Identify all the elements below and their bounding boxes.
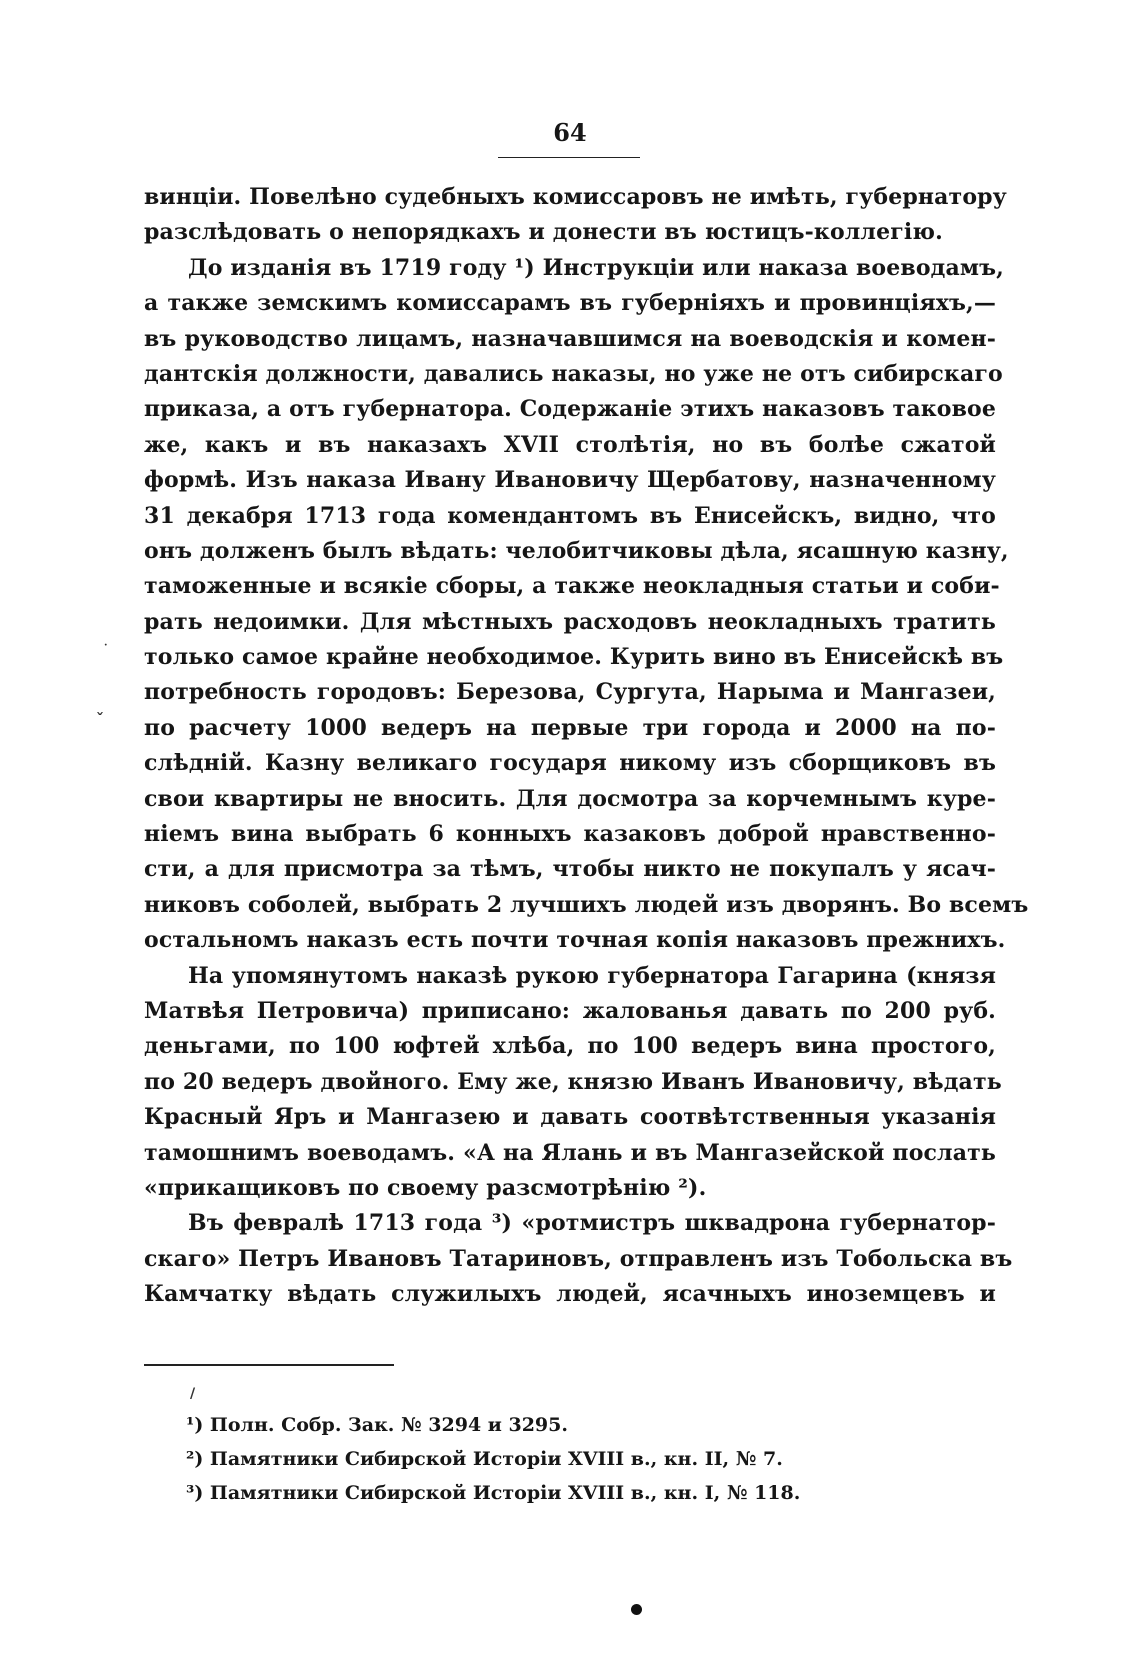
page-number: 64 — [553, 118, 587, 147]
text-line: свои квартиры не вносить. Для досмотра за корчемнымъ куре- — [144, 785, 996, 812]
text-line: тамошнимъ воеводамъ. «А на Ялань и въ Мангазейской послать — [144, 1139, 996, 1166]
text-line: разслѣдовать о непорядкахъ и донести въ юстицъ-коллегію. — [144, 219, 943, 246]
text-line: Камчатку вѣдать служилыхъ людей, ясачныхъ иноземцевъ и — [144, 1281, 996, 1308]
text-line: формѣ. Изъ наказа Ивану Ивановичу Щербатову, назначенному — [144, 467, 996, 494]
body-text — [144, 180, 1029, 1313]
stray-mark: / — [190, 1386, 196, 1402]
page-number-rule — [498, 157, 640, 158]
text-line: деньгами, по 100 юфтей хлѣба, по 100 ведеръ вина простого, — [144, 1033, 996, 1060]
text-line: «прикащиковъ по своему разсмотрѣнію ²). — [144, 1174, 707, 1201]
text-line: рать недоимки. Для мѣстныхъ расходовъ неокладныхъ тратить — [144, 608, 996, 635]
text-line: Красный Яръ и Мангазею и давать соотвѣтственныя указанія — [144, 1104, 996, 1131]
text-line: ніемъ вина выбрать 6 конныхъ казаковъ доброй нравственно- — [144, 821, 996, 848]
stray-mark: ˯ — [96, 696, 104, 715]
text-line: скаго» Петръ Ивановъ Татариновъ, отправленъ изъ Тобольска въ — [144, 1245, 1013, 1272]
footnotes — [186, 1408, 886, 1510]
text-line: Матвѣя Петровича) приписано: жалованья давать по 200 руб. — [144, 997, 996, 1024]
text-line: До изданія въ 1719 году ¹) Инструкціи или наказа воеводамъ, — [188, 254, 1004, 281]
text-line: приказа, а отъ губернатора. Содержаніе этихъ наказовъ таковое — [144, 396, 996, 423]
text-line: онъ долженъ былъ вѣдать: челобитчиковы дѣла, ясашную казну, — [144, 537, 1009, 564]
text-line: остальномъ наказъ есть почти точная копія наказовъ прежнихъ. — [144, 927, 1006, 954]
footnote: ²) Памятники Сибирской Исторіи XVIII в., кн. II, № 7. — [186, 1448, 783, 1470]
text-line: винціи. Повелѣно судебныхъ комиссаровъ не имѣть, губернатору — [144, 184, 1007, 210]
text-line: На упомянутомъ наказѣ рукою губернатора Гагарина (князя — [188, 962, 996, 989]
text-line: по расчету 1000 ведеръ на первые три города и 2000 на по- — [144, 714, 996, 741]
text-line: же, какъ и въ наказахъ XVII столѣтія, но въ болѣе сжатой — [144, 431, 996, 458]
text-line: дантскія должности, давались наказы, но уже не отъ сибирскаго — [144, 360, 1003, 387]
footnote-rule — [144, 1364, 394, 1366]
text-line: Въ февралѣ 1713 года ³) «ротмистръ шквадрона губернатор- — [188, 1210, 996, 1237]
text-line: никовъ соболей, выбрать 2 лучшихъ людей изъ дворянъ. Во всемъ — [144, 891, 1029, 918]
text-line: только самое крайне необходимое. Курить вино въ Енисейскѣ въ — [144, 644, 1004, 671]
text-line: сти, а для присмотра за тѣмъ, чтобы никто не покупалъ у ясач- — [144, 856, 996, 883]
text-line: потребность городовъ: Березова, Сургута, Нарыма и Мангазеи, — [144, 679, 996, 706]
footnote: ³) Памятники Сибирской Исторіи XVIII в., кн. I, № 118. — [186, 1482, 801, 1504]
footnote: ¹) Полн. Собр. Зак. № 3294 и 3295. — [186, 1414, 568, 1436]
text-line: по 20 ведеръ двойного. Ему же, князю Иванъ Ивановичу, вѣдать — [144, 1068, 1002, 1095]
text-line: таможенные и всякіе сборы, а также неокладныя статьи и соби- — [144, 573, 1000, 600]
text-line: 31 декабря 1713 года комендантомъ въ Енисейскъ, видно, что — [144, 502, 996, 529]
stray-mark: · — [104, 640, 108, 651]
text-line: а также земскимъ комиссарамъ въ губерніяхъ и провинціяхъ,— — [144, 290, 996, 317]
text-line: въ руководство лицамъ, назначавшимся на воеводскія и комен- — [144, 325, 996, 352]
ink-dot — [631, 1604, 642, 1615]
text-line: слѣдній. Казну великаго государя никому изъ сборщиковъ въ — [144, 750, 996, 777]
